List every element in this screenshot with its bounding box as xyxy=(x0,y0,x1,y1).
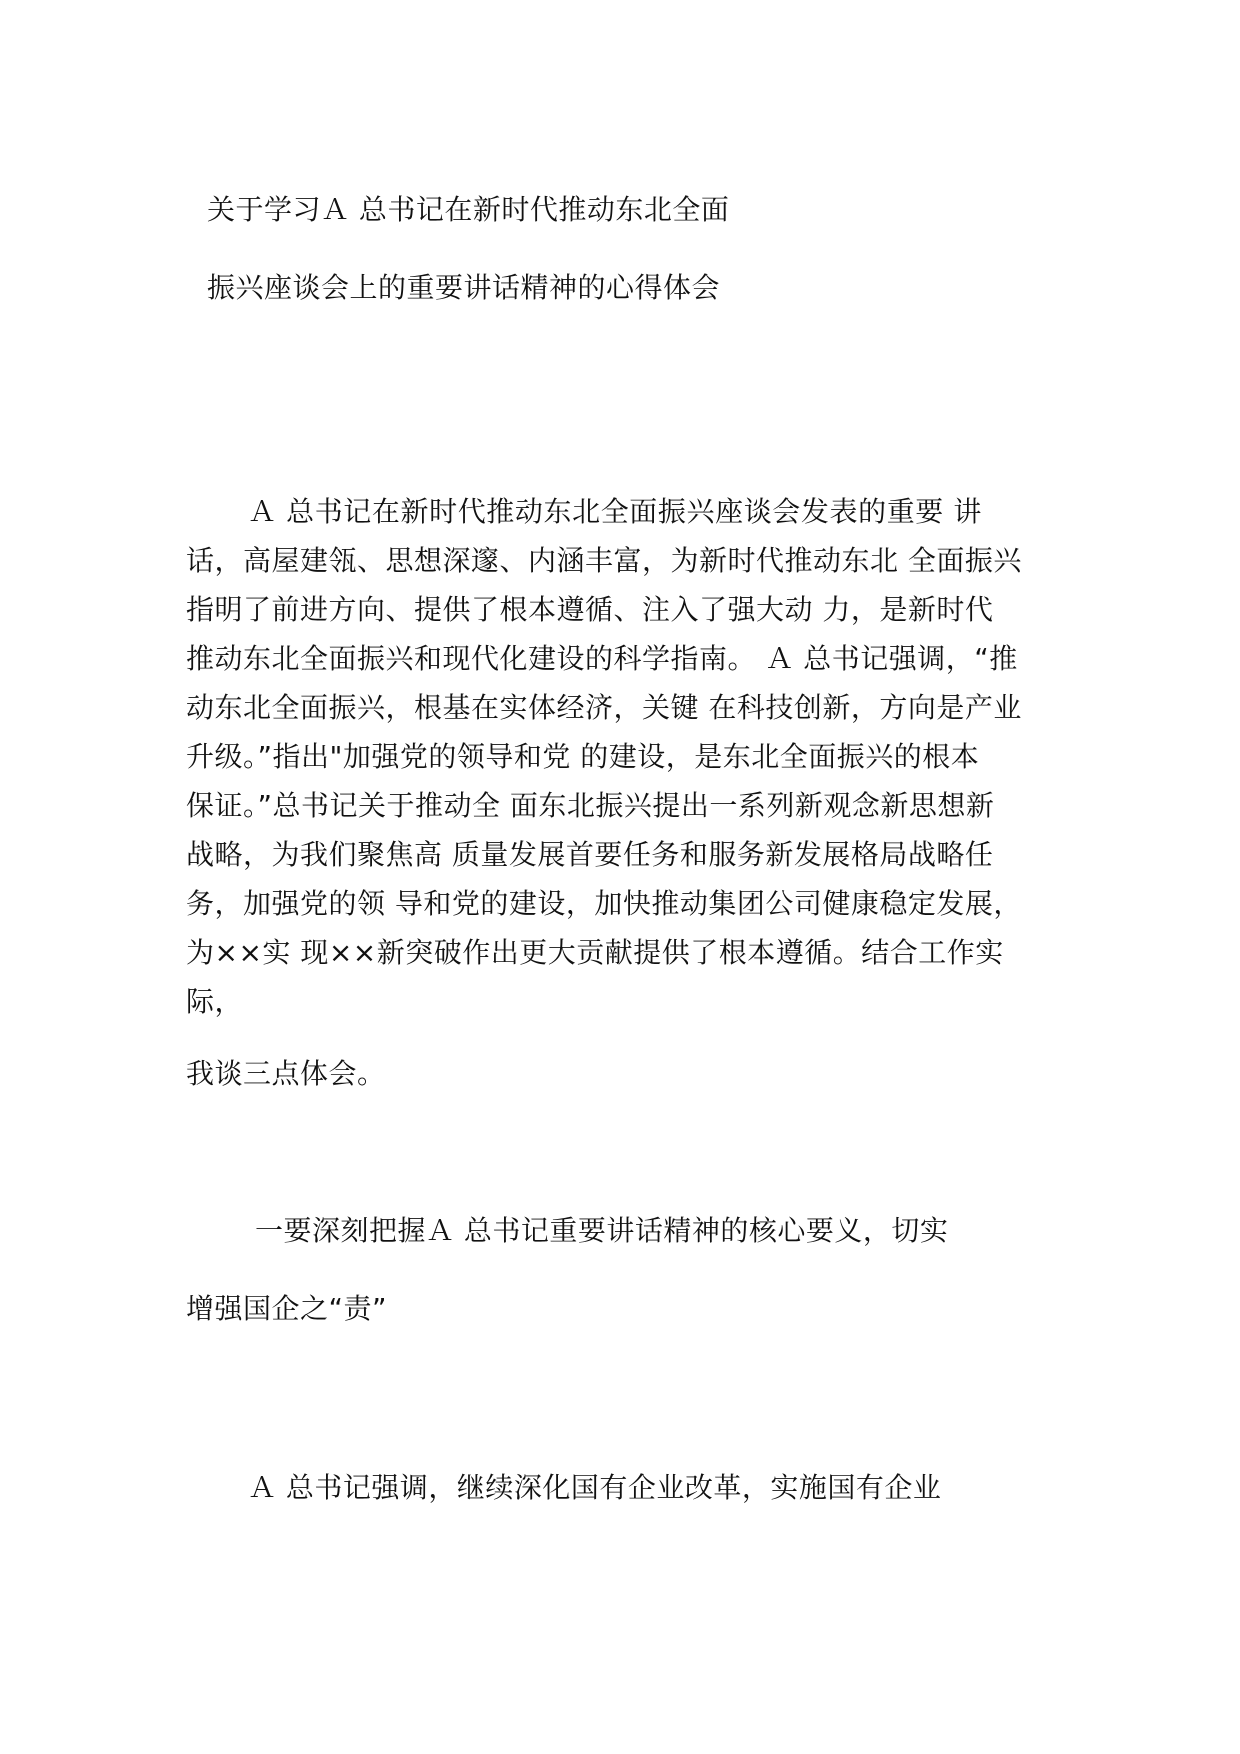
title-line-2: 振兴座谈会上的重要讲话精神的心得体会 xyxy=(207,271,721,304)
paragraph-line: 推动东北全面振兴和现代化建设的科学指南。 Ａ 总书记强调，“推 xyxy=(186,642,1018,675)
paragraph-line: 保证。”总书记关于推动全 面东北振兴提出一系列新观念新思想新 xyxy=(186,789,995,822)
paragraph-line: Ａ 总书记在新时代推动东北全面振兴座谈会发表的重要 讲 xyxy=(248,495,983,528)
paragraph-line: 指明了前进方向、提供了根本遵循、注入了强大动 力，是新时代 xyxy=(186,593,994,626)
paragraph-line: 为××实 现××新突破作出更大贡献提供了根本遵循。结合工作实 xyxy=(186,936,1004,969)
paragraph-line: 战略，为我们聚焦高 质量发展首要任务和服务新发展格局战略任 xyxy=(186,838,994,871)
paragraph-2-line-1: Ａ 总书记强调，继续深化国有企业改革，实施国有企业 xyxy=(248,1471,942,1504)
paragraph-line: 话，高屋建瓴、思想深邃、内涵丰富，为新时代推动东北 全面振兴 xyxy=(186,544,1022,577)
paragraph-line: 动东北全面振兴，根基在实体经济，关键 在科技创新，方向是产业 xyxy=(186,691,1022,724)
paragraph-line: 我谈三点体会。 xyxy=(186,1057,386,1090)
section-heading-line-1: 一要深刻把握Ａ 总书记重要讲话精神的核心要义，切实 xyxy=(255,1214,949,1247)
section-heading-line-2: 增强国企之“责” xyxy=(186,1292,388,1325)
paragraph-line: 务，加强党的领 导和党的建设，加快推动集团公司健康稳定发展， xyxy=(186,887,1022,920)
paragraph-line: 际， xyxy=(186,985,244,1018)
paragraph-line: 升级。”指出"加强党的领导和党 的建设，是东北全面振兴的根本 xyxy=(186,740,980,773)
title-line-1: 关于学习Ａ 总书记在新时代推动东北全面 xyxy=(207,193,730,226)
